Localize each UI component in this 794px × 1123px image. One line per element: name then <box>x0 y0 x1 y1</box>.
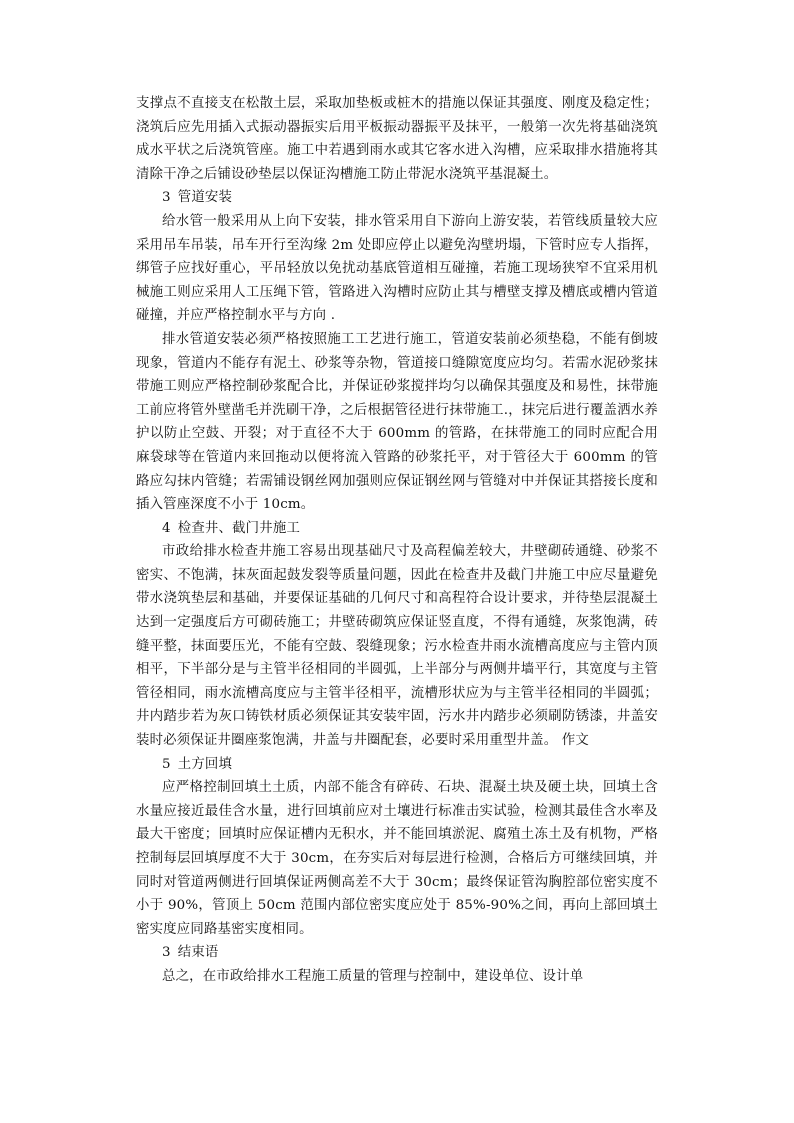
section-number: 3 <box>162 945 171 961</box>
section-title: 土方回填 <box>177 756 233 772</box>
section-heading-conclusion <box>136 941 658 965</box>
paragraph-conclusion: 总之，在市政给排水工程施工质量的管理与控制中，建设单位、设计单 <box>162 968 584 984</box>
section-title: 检查井、截门井施工 <box>177 520 301 536</box>
section-heading-pipe-installation <box>136 186 658 210</box>
section-title: 结束语 <box>177 945 219 961</box>
document-page <box>136 92 658 989</box>
paragraph-inspection-well: 市政给排水检查井施工容易出现基础尺寸及高程偏差较大，井壁砌砖通缝、砂浆不密实、不饱满，抹灰面起鼓发裂等质量问题，因此在检查井及截门井施工中应尽量避免带水浇筑垫层和基础，并要保证基础的几何尺寸和高程符合设计要求，并待垫层混凝土达到一定强度后方可砌砖施工；井壁砖砌筑应保证竖直度，不得有通缝，灰浆饱满，砖缝平整，抹面要压光，不能有空鼓、裂缝现象；污水检查井雨水流槽高度应与主管内顶相平，下半部分是与主管半径相同的半圆弧，上半部分与两侧井墙平行，其宽度与主管管径相同，雨水流槽高度应与主管半径相平，流槽形状应为与主管半径相同的半圆弧；井内踏步若为灰口铸铁材质必须保证其安装牢固，污水井内踏步必须刷防锈漆，井盖安装时必须保证井圈座浆饱满，井盖与井圈配套，必要时采用重型井盖。 作文 <box>136 544 658 749</box>
section-number: 5 <box>162 756 171 772</box>
paragraph-backfill: 应严格控制回填土土质，内部不能含有碎砖、石块、混凝土块及硬土块，回填土含水量应接近最佳含水量，进行回填前应对土壤进行标准击实试验，检测其最佳含水率及最大干密度；回填时应保证槽内无积水，并不能回填淤泥、腐殖土冻土及有机物，严格控制每层回填厚度不大于 30cm，在夯实后对每层进行检测，合格后方可继续回填，并同时对管道两侧进行回填保证两侧高差不大于 30cm；最终保证管沟胸腔部位密实度不小于 90%，管顶上 50cm 范围内部位密实度应处于 85%-90%之间，再向上部回填土密实度应同路基密实度相同。 <box>136 780 658 937</box>
paragraph-pipe-lowering: 给水管一般采用从上向下安装，排水管采用自下游向上游安装，若管线质量较大应采用吊车吊装，吊车开行至沟缘 2m 处即应停止以避免沟壁坍塌，下管时应专人指挥，绑管子应找好重心，平吊轻放以免扰动基底管道相互碰撞，若施工现场狭窄不宜采用机械施工则应采用人工压绳下管，管路进入沟槽时应防止其与槽壁支撑及槽底或槽内管道碰撞，并应严格控制水平与方向 . <box>136 213 658 324</box>
section-heading-inspection-well <box>136 517 658 541</box>
section-number: 4 <box>162 520 171 536</box>
paragraph-continuation: 支撑点不直接支在松散土层，采取加垫板或桩木的措施以保证其强度、刚度及稳定性；浇筑后应先用插入式振动器振实后用平板振动器振平及抹平，一般第一次先将基础浇筑成水平状之后浇筑管座。施工中若遇到雨水或其它客水进入沟槽，应采取排水措施将其清除干净之后铺设砂垫层以保证沟槽施工防止带泥水浇筑平基混凝土。 <box>136 96 658 182</box>
section-heading-backfill <box>136 753 658 777</box>
paragraph-drain-pipe: 排水管道安装必须严格按照施工工艺进行施工，管道安装前必须垫稳，不能有倒坡现象，管道内不能存有泥土、砂浆等杂物，管道接口缝隙宽度应均匀。若需水泥砂浆抹带施工则应严格控制砂浆配合比，并保证砂浆搅拌均匀以确保其强度及和易性，抹带施工前应将管外壁凿毛并洗刷干净，之后根据管径进行抹带施工.，抹完后进行覆盖洒水养护以防止空鼓、开裂；对于直径不大于 600mm 的管路，在抹带施工的同时应配合用麻袋球等在管道内来回拖动以便将流入管路的砂浆托平，对于管径大于 600mm 的管路应勾抹内管缝；若需铺设钢丝网加强则应保证钢丝网与管缝对中并保证其搭接长度和插入管座深度不小于 10cm。 <box>136 331 658 513</box>
section-number: 3 <box>162 190 171 206</box>
section-title: 管道安装 <box>177 190 233 206</box>
